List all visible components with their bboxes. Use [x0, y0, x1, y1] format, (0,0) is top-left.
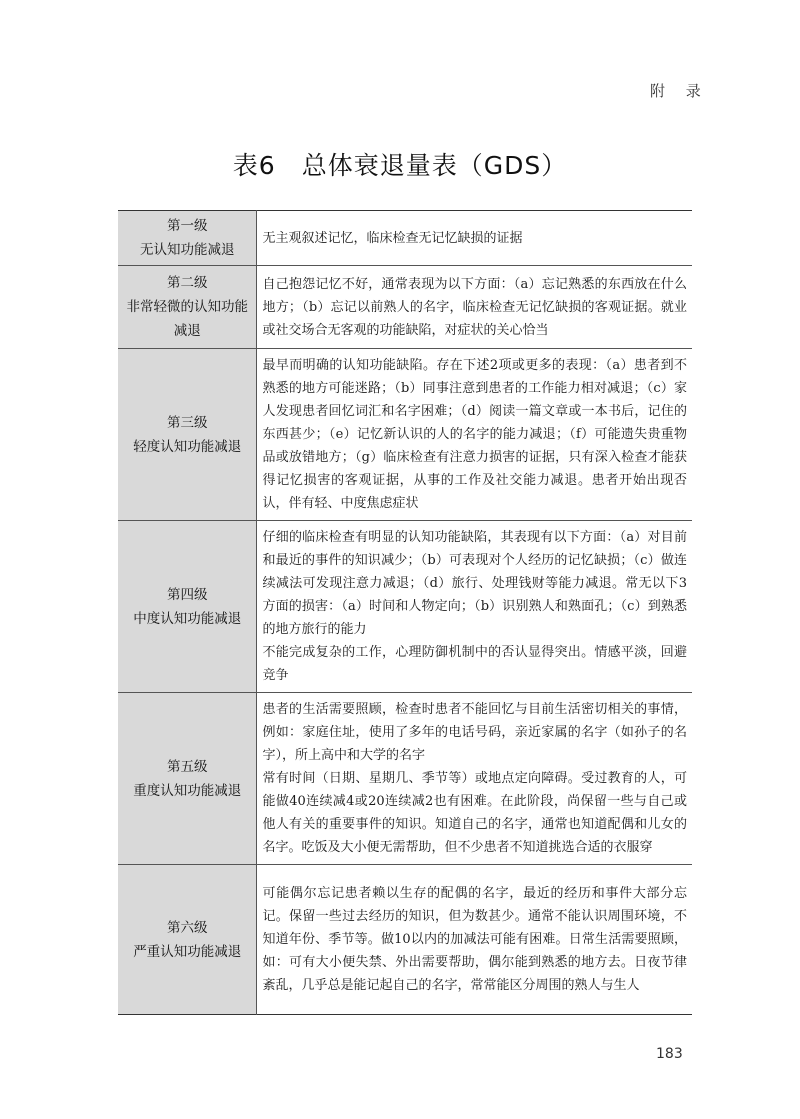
stage-name: 严重认知功能减退: [133, 943, 242, 960]
stage-name: 中度认知功能减退: [133, 610, 242, 627]
stage-cell: [118, 693, 256, 865]
stage-description: [256, 211, 692, 266]
stage-level: 第二级: [167, 275, 208, 291]
stage-level: 第四级: [167, 586, 208, 603]
description-paragraph: 不能完成复杂的工作，心理防御机制中的否认显得突出。情感平淡，回避竞争: [262, 645, 687, 683]
stage-description: [256, 865, 692, 1015]
stage-cell: [118, 211, 256, 266]
stage-cell: [118, 349, 256, 521]
table-row: [118, 521, 692, 693]
table-row: [118, 266, 692, 349]
table-row: [118, 211, 692, 266]
description-paragraph: 常有时间（日期、星期几、季节等）或地点定向障碍。受过教育的人，可能做40连续减4或20连续减2也有困难。在此阶段，尚保留一些与自己或他人有关的重要事件的知识。知道自己的名字，通常也知道配偶和儿女的名字。吃饭及大小便无需帮助，但不少患者不知道挑选合适的衣服穿: [262, 771, 687, 855]
description-paragraph: 自己抱怨记忆不好，通常表现为以下方面：（a）忘记熟悉的东西放在什么地方；（b）忘记以前熟人的名字，临床检查无记忆缺损的客观证据。就业或社交场合无客观的功能缺陷，对症状的关心恰当: [262, 276, 687, 338]
description-paragraph: 无主观叙述记忆，临床检查无记忆缺损的证据: [262, 230, 523, 246]
stage-name: 无认知功能减退: [140, 242, 235, 258]
stage-cell: [118, 865, 256, 1015]
stage-cell: [118, 521, 256, 693]
table-row: [118, 693, 692, 865]
description-paragraph: 患者的生活需要照顾，检查时患者不能回忆与目前生活密切相关的事情，例如：家庭住址，使用了多年的电话号码，亲近家属的名字（如孙子的名字），所上高中和大学的名字: [262, 702, 687, 763]
running-head: 附 录: [650, 82, 709, 100]
gds-table: [118, 210, 692, 1015]
stage-description: [256, 266, 692, 349]
description-paragraph: 可能偶尔忘记患者赖以生存的配偶的名字，最近的经历和事件大部分忘记。保留一些过去经历的知识，但为数甚少。通常不能认识周围环境，不知道年份、季节等。做10以内的加减法可能有困难。日常生活需要照顾，如：可有大小便失禁、外出需要帮助，偶尔能到熟悉的地方去。日夜节律紊乱，几乎总是能记起自己的名字，常常能区分周围的熟人与生人: [262, 886, 687, 993]
description-paragraph: 仔细的临床检查有明显的认知功能缺陷，其表现有以下方面：（a）对目前和最近的事件的知识减少；（b）可表现对个人经历的记忆缺损；（c）做连续减法可发现注意力减退；（d）旅行、处理钱财等能力减退。常无以下3方面的损害：（a）时间和人物定向；（b）识别熟人和熟面孔；（c）到熟悉的地方旅行的能力: [262, 530, 687, 637]
stage-name: 重度认知功能减退: [133, 782, 242, 799]
table-row: [118, 865, 692, 1015]
stage-level: 第六级: [167, 919, 208, 936]
stage-level: 第一级: [167, 218, 208, 234]
stage-level: 第三级: [167, 414, 208, 431]
stage-description: [256, 693, 692, 865]
stage-level: 第五级: [167, 758, 208, 775]
table-row: [118, 349, 692, 521]
stage-cell: [118, 266, 256, 349]
description-paragraph: 最早而明确的认知功能缺陷。存在下述2项或更多的表现：（a）患者到不熟悉的地方可能迷路；（b）同事注意到患者的工作能力相对减退；（c）家人发现患者回忆词汇和名字困难；（d）阅读一篇文章或一本书后，记住的东西甚少；（e）记忆新认识的人的名字的能力减退；（f）可能遗失贵重物品或放错地方；（g）临床检查有注意力损害的证据，只有深入检查才能获得记忆损害的客观证据，从事的工作及社交能力减退。患者开始出现否认，伴有轻、中度焦虑症状: [262, 358, 687, 511]
stage-name: 非常轻微的认知功能减退: [126, 299, 248, 339]
page-number: 183: [656, 1046, 683, 1062]
stage-name: 轻度认知功能减退: [133, 438, 242, 455]
stage-description: [256, 521, 692, 693]
stage-description: [256, 349, 692, 521]
page-title: 表6 总体衰退量表（GDS）: [232, 151, 568, 180]
